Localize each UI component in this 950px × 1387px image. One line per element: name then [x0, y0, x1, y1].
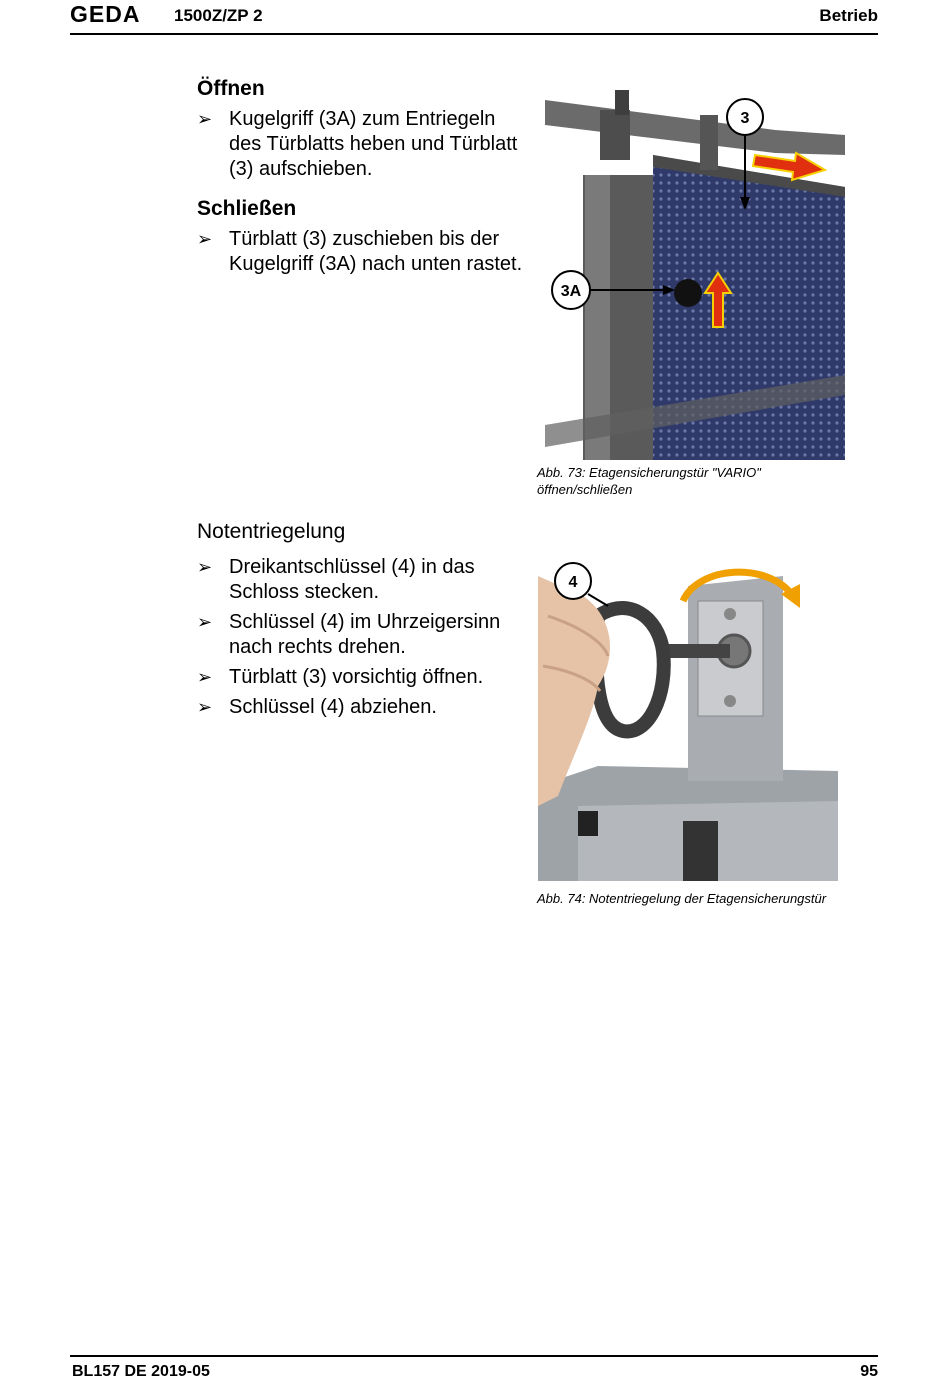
- section-title: Betrieb: [819, 6, 878, 25]
- list-item: ➢ Türblatt (3) vorsichtig öffnen.: [197, 666, 484, 688]
- figure-door-open-close: [545, 75, 850, 460]
- svg-text:GEDA: GEDA: [70, 3, 141, 25]
- model-name: 1500Z/ZP 2: [174, 6, 263, 25]
- page-footer: [70, 1355, 878, 1380]
- figure-caption-73: Abb. 73: Etagensicherungstür "VARIO" öffnen/schließen: [537, 465, 761, 497]
- close-steps: [197, 227, 527, 282]
- list-item: ➢ Schlüssel (4) im Uhrzeigersinn nach rechts drehen.: [197, 611, 501, 658]
- svg-text:3A: 3A: [560, 283, 582, 300]
- svg-text:3: 3: [740, 110, 750, 127]
- heading-close: Schließen: [197, 197, 297, 220]
- page-header: [70, 0, 878, 35]
- arrow-bullet-icon: ➢: [197, 229, 213, 249]
- arrow-bullet-icon: ➢: [197, 109, 213, 129]
- figure-emergency-unlock: [538, 556, 842, 881]
- list-item: ➢ Kugelgriff (3A) zum Entriegeln des Türblatts heben und Türblatt (3) aufschieben.: [197, 108, 518, 180]
- figure-caption-74: Abb. 74: Notentriegelung der Etagensicherungstür: [537, 891, 827, 906]
- svg-text:4: 4: [568, 574, 578, 591]
- list-item: ➢ Dreikantschlüssel (4) in das Schloss stecken.: [197, 556, 475, 603]
- document-id: BL157 DE 2019-05: [72, 1363, 210, 1380]
- emergency-steps: [197, 555, 527, 725]
- open-steps: [197, 107, 527, 187]
- geda-logo: [70, 3, 170, 25]
- arrow-bullet-icon: ➢: [197, 557, 213, 577]
- list-item: ➢ Schlüssel (4) abziehen.: [197, 696, 437, 718]
- page-number: 95: [860, 1363, 878, 1380]
- heading-open: Öffnen: [197, 77, 265, 100]
- arrow-bullet-icon: ➢: [197, 667, 213, 687]
- arrow-bullet-icon: ➢: [197, 612, 213, 632]
- list-item: ➢ Türblatt (3) zuschieben bis der Kugelgriff (3A) nach unten rastet.: [197, 228, 523, 275]
- heading-emergency: Notentriegelung: [197, 520, 346, 543]
- arrow-bullet-icon: ➢: [197, 697, 213, 717]
